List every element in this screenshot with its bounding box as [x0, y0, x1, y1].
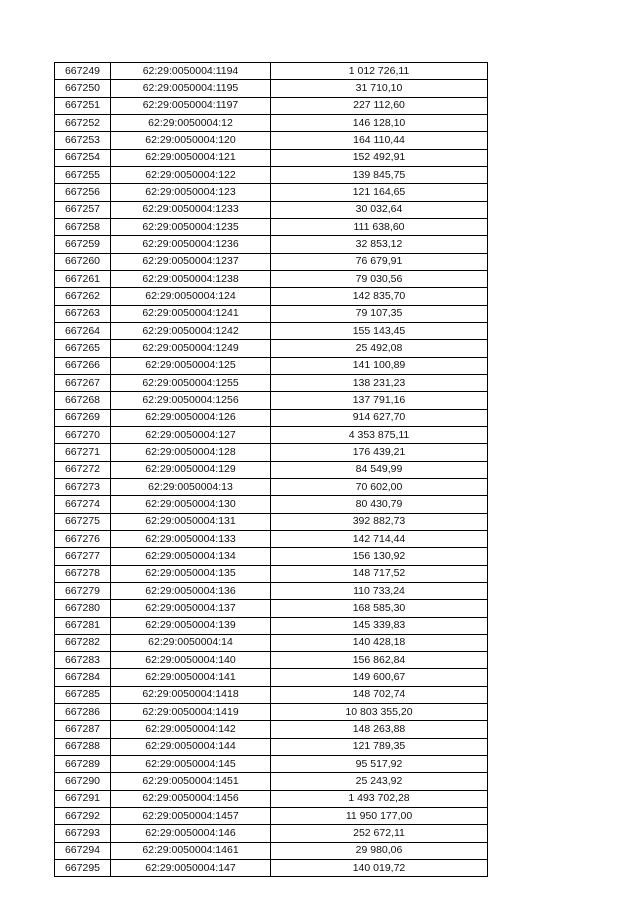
- value-cell: 156 130,92: [271, 548, 488, 565]
- row-number-cell: 667279: [55, 582, 111, 599]
- cadastral-number-cell: 62:29:0050004:133: [111, 530, 271, 547]
- row-number-cell: 667282: [55, 634, 111, 651]
- row-number-cell: 667251: [55, 97, 111, 114]
- table-row: [55, 374, 488, 391]
- table-row: [55, 322, 488, 339]
- row-number-cell: 667272: [55, 461, 111, 478]
- value-cell: 32 853,12: [271, 236, 488, 253]
- table-row: [55, 80, 488, 97]
- value-cell: 227 112,60: [271, 97, 488, 114]
- cadastral-number-cell: 62:29:0050004:137: [111, 600, 271, 617]
- cadastral-number-cell: 62:29:0050004:131: [111, 513, 271, 530]
- value-cell: 142 835,70: [271, 288, 488, 305]
- table-row: [55, 444, 488, 461]
- row-number-cell: 667277: [55, 548, 111, 565]
- table-row: [55, 218, 488, 235]
- row-number-cell: 667290: [55, 773, 111, 790]
- cadastral-number-cell: 62:29:0050004:144: [111, 738, 271, 755]
- cadastral-number-cell: 62:29:0050004:147: [111, 860, 271, 877]
- value-cell: 145 339,83: [271, 617, 488, 634]
- row-number-cell: 667274: [55, 496, 111, 513]
- table-row: [55, 409, 488, 426]
- cadastral-number-cell: 62:29:0050004:1461: [111, 842, 271, 859]
- table-row: [55, 617, 488, 634]
- value-cell: 140 428,18: [271, 634, 488, 651]
- row-number-cell: 667273: [55, 478, 111, 495]
- row-number-cell: 667266: [55, 357, 111, 374]
- document-page: [54, 62, 487, 877]
- value-cell: 148 717,52: [271, 565, 488, 582]
- row-number-cell: 667292: [55, 808, 111, 825]
- row-number-cell: 667254: [55, 149, 111, 166]
- value-cell: 156 862,84: [271, 652, 488, 669]
- value-cell: 140 019,72: [271, 860, 488, 877]
- cadastral-number-cell: 62:29:0050004:12: [111, 114, 271, 131]
- row-number-cell: 667281: [55, 617, 111, 634]
- row-number-cell: 667284: [55, 669, 111, 686]
- row-number-cell: 667262: [55, 288, 111, 305]
- row-number-cell: 667255: [55, 166, 111, 183]
- value-cell: 121 789,35: [271, 738, 488, 755]
- table-row: [55, 305, 488, 322]
- row-number-cell: 667295: [55, 860, 111, 877]
- cadastral-number-cell: 62:29:0050004:142: [111, 721, 271, 738]
- cadastral-number-cell: 62:29:0050004:1236: [111, 236, 271, 253]
- table-row: [55, 790, 488, 807]
- table-row: [55, 582, 488, 599]
- table-row: [55, 548, 488, 565]
- table-row: [55, 669, 488, 686]
- value-cell: 152 492,91: [271, 149, 488, 166]
- row-number-cell: 667293: [55, 825, 111, 842]
- row-number-cell: 667249: [55, 63, 111, 80]
- cadastral-number-cell: 62:29:0050004:1256: [111, 392, 271, 409]
- row-number-cell: 667256: [55, 184, 111, 201]
- cadastral-value-table: [54, 62, 488, 877]
- value-cell: 392 882,73: [271, 513, 488, 530]
- cadastral-number-cell: 62:29:0050004:140: [111, 652, 271, 669]
- table-row: [55, 600, 488, 617]
- value-cell: 95 517,92: [271, 756, 488, 773]
- table-row: [55, 288, 488, 305]
- table-row: [55, 253, 488, 270]
- row-number-cell: 667291: [55, 790, 111, 807]
- cadastral-number-cell: 62:29:0050004:1237: [111, 253, 271, 270]
- table-row: [55, 808, 488, 825]
- table-row: [55, 340, 488, 357]
- table-row: [55, 166, 488, 183]
- value-cell: 146 128,10: [271, 114, 488, 131]
- row-number-cell: 667260: [55, 253, 111, 270]
- table-row: [55, 496, 488, 513]
- value-cell: 1 493 702,28: [271, 790, 488, 807]
- cadastral-number-cell: 62:29:0050004:125: [111, 357, 271, 374]
- cadastral-number-cell: 62:29:0050004:1241: [111, 305, 271, 322]
- row-number-cell: 667278: [55, 565, 111, 582]
- value-cell: 1 012 726,11: [271, 63, 488, 80]
- value-cell: 137 791,16: [271, 392, 488, 409]
- cadastral-number-cell: 62:29:0050004:1235: [111, 218, 271, 235]
- value-cell: 4 353 875,11: [271, 426, 488, 443]
- cadastral-number-cell: 62:29:0050004:145: [111, 756, 271, 773]
- cadastral-number-cell: 62:29:0050004:120: [111, 132, 271, 149]
- table-row: [55, 686, 488, 703]
- value-cell: 149 600,67: [271, 669, 488, 686]
- row-number-cell: 667283: [55, 652, 111, 669]
- row-number-cell: 667259: [55, 236, 111, 253]
- cadastral-number-cell: 62:29:0050004:1242: [111, 322, 271, 339]
- cadastral-number-cell: 62:29:0050004:129: [111, 461, 271, 478]
- cadastral-number-cell: 62:29:0050004:136: [111, 582, 271, 599]
- cadastral-number-cell: 62:29:0050004:122: [111, 166, 271, 183]
- table-row: [55, 149, 488, 166]
- table-row: [55, 114, 488, 131]
- row-number-cell: 667252: [55, 114, 111, 131]
- row-number-cell: 667270: [55, 426, 111, 443]
- cadastral-number-cell: 62:29:0050004:146: [111, 825, 271, 842]
- row-number-cell: 667286: [55, 704, 111, 721]
- table-row: [55, 773, 488, 790]
- cadastral-number-cell: 62:29:0050004:128: [111, 444, 271, 461]
- cadastral-number-cell: 62:29:0050004:1249: [111, 340, 271, 357]
- cadastral-number-cell: 62:29:0050004:1451: [111, 773, 271, 790]
- value-cell: 10 803 355,20: [271, 704, 488, 721]
- table-row: [55, 392, 488, 409]
- cadastral-number-cell: 62:29:0050004:1456: [111, 790, 271, 807]
- value-cell: 142 714,44: [271, 530, 488, 547]
- cadastral-number-cell: 62:29:0050004:14: [111, 634, 271, 651]
- row-number-cell: 667257: [55, 201, 111, 218]
- row-number-cell: 667263: [55, 305, 111, 322]
- cadastral-number-cell: 62:29:0050004:141: [111, 669, 271, 686]
- cadastral-number-cell: 62:29:0050004:123: [111, 184, 271, 201]
- row-number-cell: 667289: [55, 756, 111, 773]
- table-row: [55, 357, 488, 374]
- row-number-cell: 667261: [55, 270, 111, 287]
- row-number-cell: 667276: [55, 530, 111, 547]
- table-body: [55, 63, 488, 877]
- table-row: [55, 530, 488, 547]
- cadastral-number-cell: 62:29:0050004:1233: [111, 201, 271, 218]
- cadastral-number-cell: 62:29:0050004:124: [111, 288, 271, 305]
- value-cell: 110 733,24: [271, 582, 488, 599]
- row-number-cell: 667275: [55, 513, 111, 530]
- value-cell: 25 243,92: [271, 773, 488, 790]
- value-cell: 70 602,00: [271, 478, 488, 495]
- value-cell: 141 100,89: [271, 357, 488, 374]
- value-cell: 148 263,88: [271, 721, 488, 738]
- row-number-cell: 667288: [55, 738, 111, 755]
- value-cell: 914 627,70: [271, 409, 488, 426]
- cadastral-number-cell: 62:29:0050004:1195: [111, 80, 271, 97]
- row-number-cell: 667269: [55, 409, 111, 426]
- table-row: [55, 825, 488, 842]
- value-cell: 176 439,21: [271, 444, 488, 461]
- value-cell: 121 164,65: [271, 184, 488, 201]
- row-number-cell: 667287: [55, 721, 111, 738]
- row-number-cell: 667268: [55, 392, 111, 409]
- row-number-cell: 667267: [55, 374, 111, 391]
- cadastral-number-cell: 62:29:0050004:134: [111, 548, 271, 565]
- row-number-cell: 667294: [55, 842, 111, 859]
- value-cell: 11 950 177,00: [271, 808, 488, 825]
- table-row: [55, 270, 488, 287]
- value-cell: 111 638,60: [271, 218, 488, 235]
- value-cell: 84 549,99: [271, 461, 488, 478]
- cadastral-number-cell: 62:29:0050004:1238: [111, 270, 271, 287]
- table-row: [55, 721, 488, 738]
- table-row: [55, 842, 488, 859]
- table-row: [55, 97, 488, 114]
- table-row: [55, 704, 488, 721]
- row-number-cell: 667285: [55, 686, 111, 703]
- table-row: [55, 513, 488, 530]
- cadastral-number-cell: 62:29:0050004:130: [111, 496, 271, 513]
- cadastral-number-cell: 62:29:0050004:135: [111, 565, 271, 582]
- cadastral-number-cell: 62:29:0050004:1419: [111, 704, 271, 721]
- cadastral-number-cell: 62:29:0050004:1418: [111, 686, 271, 703]
- table-row: [55, 184, 488, 201]
- cadastral-number-cell: 62:29:0050004:121: [111, 149, 271, 166]
- table-row: [55, 426, 488, 443]
- row-number-cell: 667253: [55, 132, 111, 149]
- value-cell: 252 672,11: [271, 825, 488, 842]
- row-number-cell: 667280: [55, 600, 111, 617]
- value-cell: 25 492,08: [271, 340, 488, 357]
- cadastral-number-cell: 62:29:0050004:1255: [111, 374, 271, 391]
- cadastral-number-cell: 62:29:0050004:1194: [111, 63, 271, 80]
- cadastral-number-cell: 62:29:0050004:13: [111, 478, 271, 495]
- row-number-cell: 667265: [55, 340, 111, 357]
- table-row: [55, 756, 488, 773]
- value-cell: 139 845,75: [271, 166, 488, 183]
- table-row: [55, 236, 488, 253]
- cadastral-number-cell: 62:29:0050004:1457: [111, 808, 271, 825]
- table-row: [55, 634, 488, 651]
- table-row: [55, 461, 488, 478]
- table-row: [55, 201, 488, 218]
- table-row: [55, 132, 488, 149]
- cadastral-number-cell: 62:29:0050004:126: [111, 409, 271, 426]
- value-cell: 29 980,06: [271, 842, 488, 859]
- table-row: [55, 860, 488, 877]
- table-row: [55, 565, 488, 582]
- cadastral-number-cell: 62:29:0050004:127: [111, 426, 271, 443]
- row-number-cell: 667258: [55, 218, 111, 235]
- value-cell: 76 679,91: [271, 253, 488, 270]
- value-cell: 168 585,30: [271, 600, 488, 617]
- value-cell: 30 032,64: [271, 201, 488, 218]
- cadastral-number-cell: 62:29:0050004:1197: [111, 97, 271, 114]
- cadastral-number-cell: 62:29:0050004:139: [111, 617, 271, 634]
- value-cell: 79 107,35: [271, 305, 488, 322]
- row-number-cell: 667271: [55, 444, 111, 461]
- value-cell: 148 702,74: [271, 686, 488, 703]
- table-row: [55, 478, 488, 495]
- table-row: [55, 63, 488, 80]
- table-row: [55, 652, 488, 669]
- value-cell: 138 231,23: [271, 374, 488, 391]
- value-cell: 79 030,56: [271, 270, 488, 287]
- row-number-cell: 667250: [55, 80, 111, 97]
- value-cell: 80 430,79: [271, 496, 488, 513]
- value-cell: 164 110,44: [271, 132, 488, 149]
- row-number-cell: 667264: [55, 322, 111, 339]
- value-cell: 31 710,10: [271, 80, 488, 97]
- table-row: [55, 738, 488, 755]
- value-cell: 155 143,45: [271, 322, 488, 339]
